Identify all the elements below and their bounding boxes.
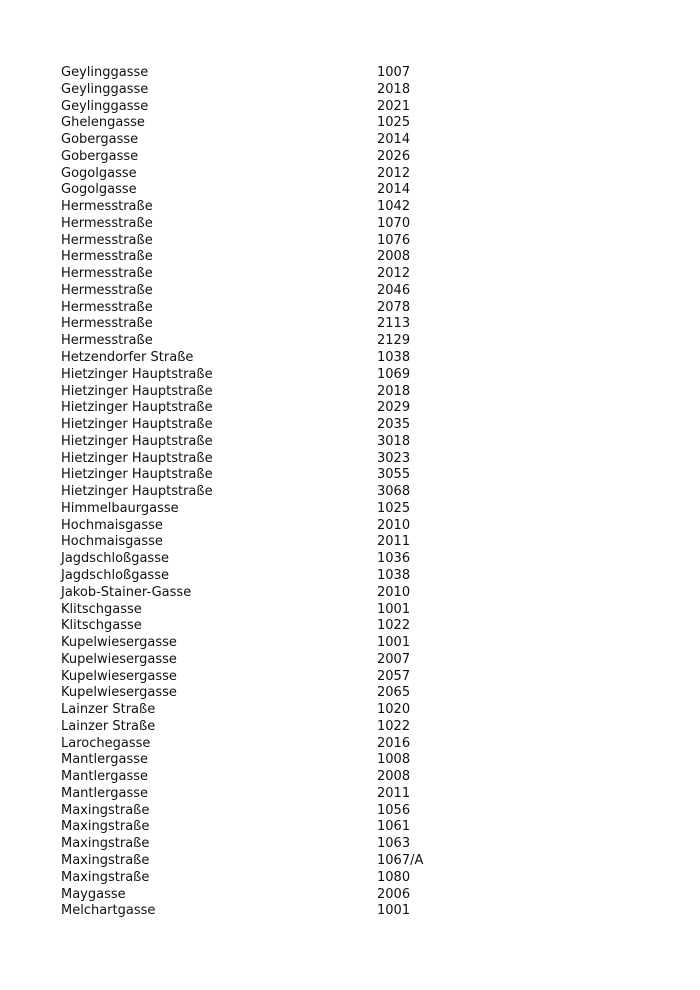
table-row	[61, 602, 481, 619]
house-number: 1080	[377, 869, 411, 885]
table-row	[61, 333, 481, 350]
table-row	[61, 518, 481, 535]
house-number: 1076	[377, 232, 411, 248]
street-name: Hietzinger Hauptstraße	[61, 484, 213, 500]
house-number: 2011	[377, 785, 411, 801]
table-row	[61, 400, 481, 417]
street-name: Maygasse	[61, 886, 126, 902]
table-row	[61, 736, 481, 753]
street-name: Hochmaisgasse	[61, 517, 163, 533]
house-number: 3068	[377, 484, 411, 500]
street-name: Hietzinger Hauptstraße	[61, 383, 213, 399]
house-number: 1056	[377, 802, 411, 818]
house-number: 2012	[377, 165, 411, 181]
street-name: Hermesstraße	[61, 199, 153, 215]
table-row	[61, 467, 481, 484]
table-row	[61, 367, 481, 384]
house-number: 3023	[377, 450, 411, 466]
table-row	[61, 585, 481, 602]
table-row	[61, 82, 481, 99]
house-number: 1063	[377, 836, 411, 852]
house-number: 2021	[377, 98, 411, 114]
street-name: Hermesstraße	[61, 299, 153, 315]
street-name: Geylinggasse	[61, 65, 149, 80]
street-name: Hietzinger Hauptstraße	[61, 417, 213, 433]
table-row	[61, 635, 481, 652]
table-row	[61, 685, 481, 702]
house-number: 1067/A	[377, 852, 424, 868]
house-number: 2065	[377, 685, 411, 701]
house-number: 1008	[377, 752, 411, 768]
table-row	[61, 752, 481, 769]
table-row	[61, 501, 481, 518]
house-number: 1025	[377, 500, 411, 516]
table-row	[61, 266, 481, 283]
street-name: Hermesstraße	[61, 282, 153, 298]
address-list	[61, 65, 481, 920]
house-number: 1001	[377, 635, 411, 651]
street-name: Jagdschloßgasse	[61, 551, 169, 567]
house-number: 2006	[377, 886, 411, 902]
house-number: 1036	[377, 551, 411, 567]
street-name: Gobergasse	[61, 132, 139, 148]
house-number: 2007	[377, 651, 411, 667]
house-number: 2057	[377, 668, 411, 684]
street-name: Hochmaisgasse	[61, 534, 163, 550]
street-name: Hermesstraße	[61, 316, 153, 332]
street-name: Himmelbaurgasse	[61, 500, 179, 516]
house-number: 1007	[377, 65, 411, 80]
table-row	[61, 568, 481, 585]
street-name: Hermesstraße	[61, 232, 153, 248]
street-name: Hetzendorfer Straße	[61, 350, 194, 366]
house-number: 2010	[377, 584, 411, 600]
table-row	[61, 199, 481, 216]
house-number: 2035	[377, 417, 411, 433]
house-number: 2029	[377, 400, 411, 416]
table-row	[61, 384, 481, 401]
house-number: 3055	[377, 467, 411, 483]
house-number: 2016	[377, 735, 411, 751]
table-row	[61, 182, 481, 199]
table-row	[61, 786, 481, 803]
house-number: 1070	[377, 215, 411, 231]
table-row	[61, 300, 481, 317]
street-name: Melchartgasse	[61, 903, 156, 919]
table-row	[61, 618, 481, 635]
street-name: Lainzer Straße	[61, 702, 156, 718]
table-row	[61, 216, 481, 233]
table-row	[61, 249, 481, 266]
street-name: Kupelwiesergasse	[61, 685, 177, 701]
house-number: 2018	[377, 383, 411, 399]
street-name: Larochegasse	[61, 735, 151, 751]
table-row	[61, 316, 481, 333]
street-name: Hermesstraße	[61, 333, 153, 349]
house-number: 1001	[377, 903, 411, 919]
table-row	[61, 233, 481, 250]
table-row	[61, 149, 481, 166]
street-name: Maxingstraße	[61, 869, 150, 885]
house-number: 2012	[377, 266, 411, 282]
house-number: 1042	[377, 199, 411, 215]
table-row	[61, 484, 481, 501]
table-row	[61, 551, 481, 568]
street-name: Hietzinger Hauptstraße	[61, 400, 213, 416]
street-name: Mantlergasse	[61, 752, 149, 768]
street-name: Maxingstraße	[61, 836, 150, 852]
table-row	[61, 819, 481, 836]
table-row	[61, 65, 481, 82]
street-name: Maxingstraße	[61, 819, 150, 835]
street-name: Mantlergasse	[61, 785, 149, 801]
table-row	[61, 451, 481, 468]
street-name: Kupelwiesergasse	[61, 635, 177, 651]
street-name: Kupelwiesergasse	[61, 651, 177, 667]
house-number: 2014	[377, 182, 411, 198]
street-name: Hermesstraße	[61, 266, 153, 282]
house-number: 1038	[377, 567, 411, 583]
table-row	[61, 166, 481, 183]
house-number: 1022	[377, 618, 411, 634]
house-number: 2046	[377, 282, 411, 298]
house-number: 1020	[377, 702, 411, 718]
street-name: Lainzer Straße	[61, 718, 156, 734]
table-row	[61, 903, 481, 920]
table-row	[61, 870, 481, 887]
street-name: Hietzinger Hauptstraße	[61, 467, 213, 483]
table-row	[61, 417, 481, 434]
street-name: Geylinggasse	[61, 98, 149, 114]
house-number: 1022	[377, 718, 411, 734]
house-number: 3018	[377, 433, 411, 449]
street-name: Jagdschloßgasse	[61, 567, 169, 583]
house-number: 2113	[377, 316, 411, 332]
table-row	[61, 887, 481, 904]
street-name: Mantlergasse	[61, 769, 149, 785]
house-number: 2026	[377, 148, 411, 164]
house-number: 1069	[377, 366, 411, 382]
table-row	[61, 769, 481, 786]
house-number: 1001	[377, 601, 411, 617]
street-name: Hermesstraße	[61, 215, 153, 231]
street-name: Gobergasse	[61, 148, 139, 164]
street-name: Kupelwiesergasse	[61, 668, 177, 684]
table-row	[61, 803, 481, 820]
table-row	[61, 652, 481, 669]
street-name: Klitschgasse	[61, 601, 142, 617]
table-row	[61, 853, 481, 870]
table-row	[61, 350, 481, 367]
street-name: Gogolgasse	[61, 165, 137, 181]
street-name: Maxingstraße	[61, 802, 150, 818]
street-name: Hermesstraße	[61, 249, 153, 265]
house-number: 1061	[377, 819, 411, 835]
table-row	[61, 132, 481, 149]
house-number: 2011	[377, 534, 411, 550]
house-number: 2010	[377, 517, 411, 533]
table-row	[61, 719, 481, 736]
table-row	[61, 115, 481, 132]
street-name: Hietzinger Hauptstraße	[61, 450, 213, 466]
house-number: 2014	[377, 132, 411, 148]
table-row	[61, 283, 481, 300]
street-name: Geylinggasse	[61, 81, 149, 97]
house-number: 1025	[377, 115, 411, 131]
street-name: Klitschgasse	[61, 618, 142, 634]
table-row	[61, 669, 481, 686]
house-number: 1038	[377, 350, 411, 366]
house-number: 2008	[377, 769, 411, 785]
street-name: Gogolgasse	[61, 182, 137, 198]
table-row	[61, 836, 481, 853]
table-row	[61, 534, 481, 551]
table-row	[61, 99, 481, 116]
table-row	[61, 702, 481, 719]
house-number: 2018	[377, 81, 411, 97]
house-number: 2129	[377, 333, 411, 349]
street-name: Hietzinger Hauptstraße	[61, 366, 213, 382]
street-name: Hietzinger Hauptstraße	[61, 433, 213, 449]
street-name: Ghelengasse	[61, 115, 145, 131]
street-name: Maxingstraße	[61, 852, 150, 868]
street-name: Jakob-Stainer-Gasse	[61, 584, 192, 600]
house-number: 2008	[377, 249, 411, 265]
table-row	[61, 434, 481, 451]
house-number: 2078	[377, 299, 411, 315]
